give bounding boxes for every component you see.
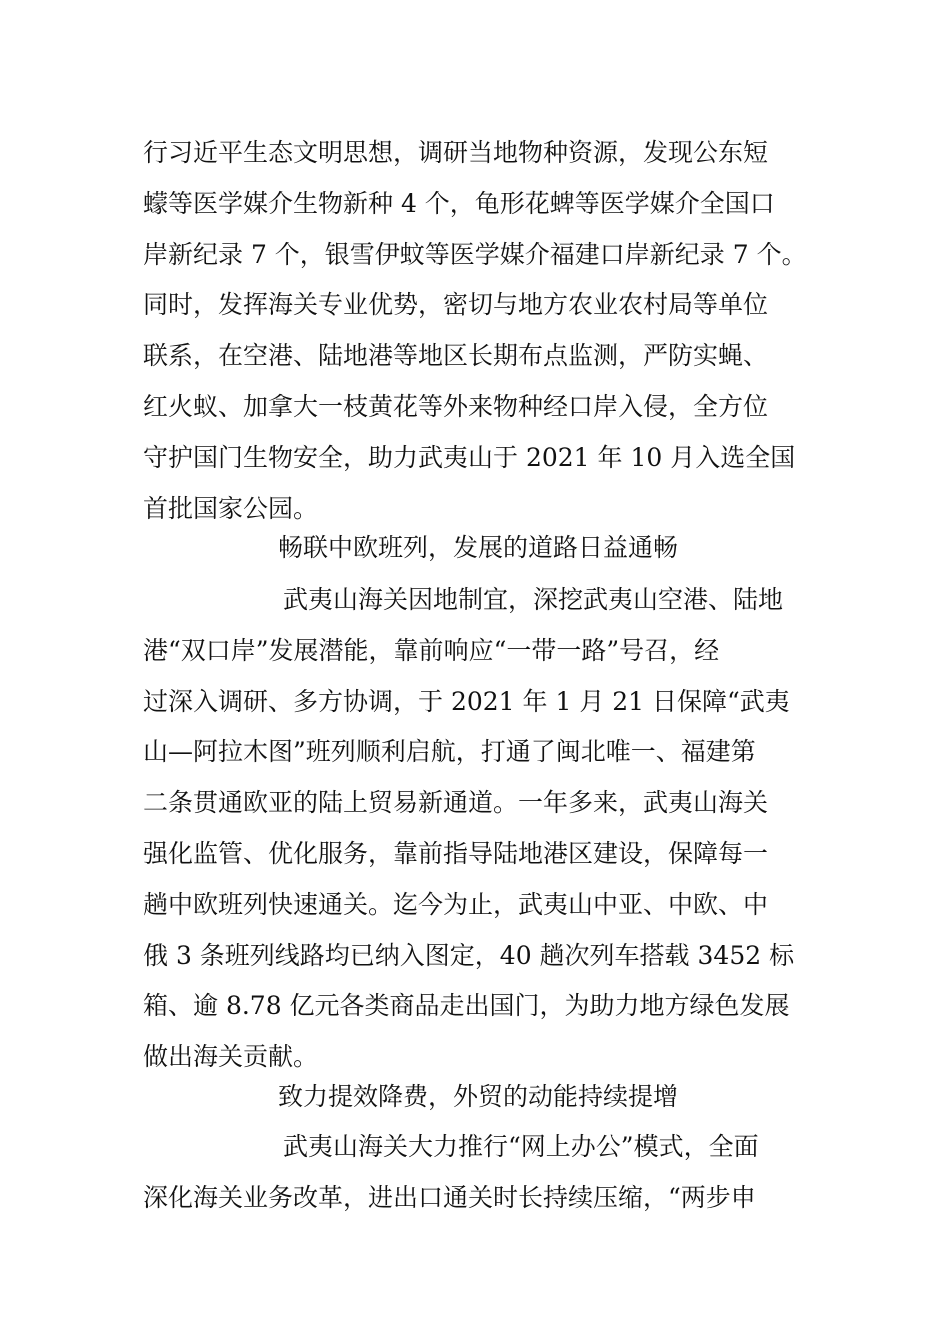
text-line: 守护国门生物安全，助力武夷山于 2021 年 10 月入选全国 xyxy=(143,442,796,472)
paragraph-ecology xyxy=(143,128,813,534)
text-line: 深化海关业务改革，进出口通关时长持续压缩，“两步申 xyxy=(143,1182,756,1212)
text-line: 武夷山海关大力推行“网上办公”模式，全面 xyxy=(283,1132,759,1161)
text-line: 岸新纪录 7 个，银雪伊蚊等医学媒介福建口岸新纪录 7 个。 xyxy=(143,239,807,269)
text-line: 红火蚁、加拿大一枝黄花等外来物种经口岸入侵，全方位 xyxy=(143,391,769,421)
text-line: 行习近平生态文明思想，调研当地物种资源，发现公东短 xyxy=(143,138,769,167)
text-line: 首批国家公园。 xyxy=(143,493,319,523)
section-heading-china-europe-railway xyxy=(143,523,813,574)
text-line: 二条贯通欧亚的陆上贸易新通道。一年多来，武夷山海关 xyxy=(143,788,769,818)
text-line: 箱、逾 8.78 亿元各类商品走出国门，为助力地方绿色发展 xyxy=(143,991,790,1021)
section-heading-foreign-trade xyxy=(143,1072,813,1123)
text-line: 联系，在空港、陆地港等地区长期布点监测，严防实蝇、 xyxy=(143,341,769,371)
paragraph-trade xyxy=(143,1122,813,1224)
text-line: 蠓等医学媒介生物新种 4 个，龟形花蜱等医学媒介全国口 xyxy=(143,188,775,218)
text-line: 俄 3 条班列线路均已纳入图定，40 趟次列车搭载 3452 标 xyxy=(143,940,795,970)
text-line: 过深入调研、多方协调，于 2021 年 1 月 21 日保障“武夷 xyxy=(143,686,790,716)
section-heading: 致力提效降费，外贸的动能持续提增 xyxy=(277,1082,678,1111)
paragraph-railway xyxy=(143,575,813,1083)
text-line: 港“双口岸”发展潜能，靠前响应“一带一路”号召，经 xyxy=(143,635,720,665)
text-line: 武夷山海关因地制宜，深挖武夷山空港、陆地 xyxy=(283,585,784,614)
section-heading: 畅联中欧班列，发展的道路日益通畅 xyxy=(277,533,678,562)
text-line: 趟中欧班列快速通关。迄今为止，武夷山中亚、中欧、中 xyxy=(143,889,769,919)
text-line: 同时，发挥海关专业优势，密切与地方农业农村局等单位 xyxy=(143,290,769,320)
text-line: 山—阿拉木图”班列顺利启航，打通了闽北唯一、福建第 xyxy=(143,737,756,767)
text-line: 做出海关贡献。 xyxy=(143,1042,319,1072)
text-line: 强化监管、优化服务，靠前指导陆地港区建设，保障每一 xyxy=(143,838,769,868)
